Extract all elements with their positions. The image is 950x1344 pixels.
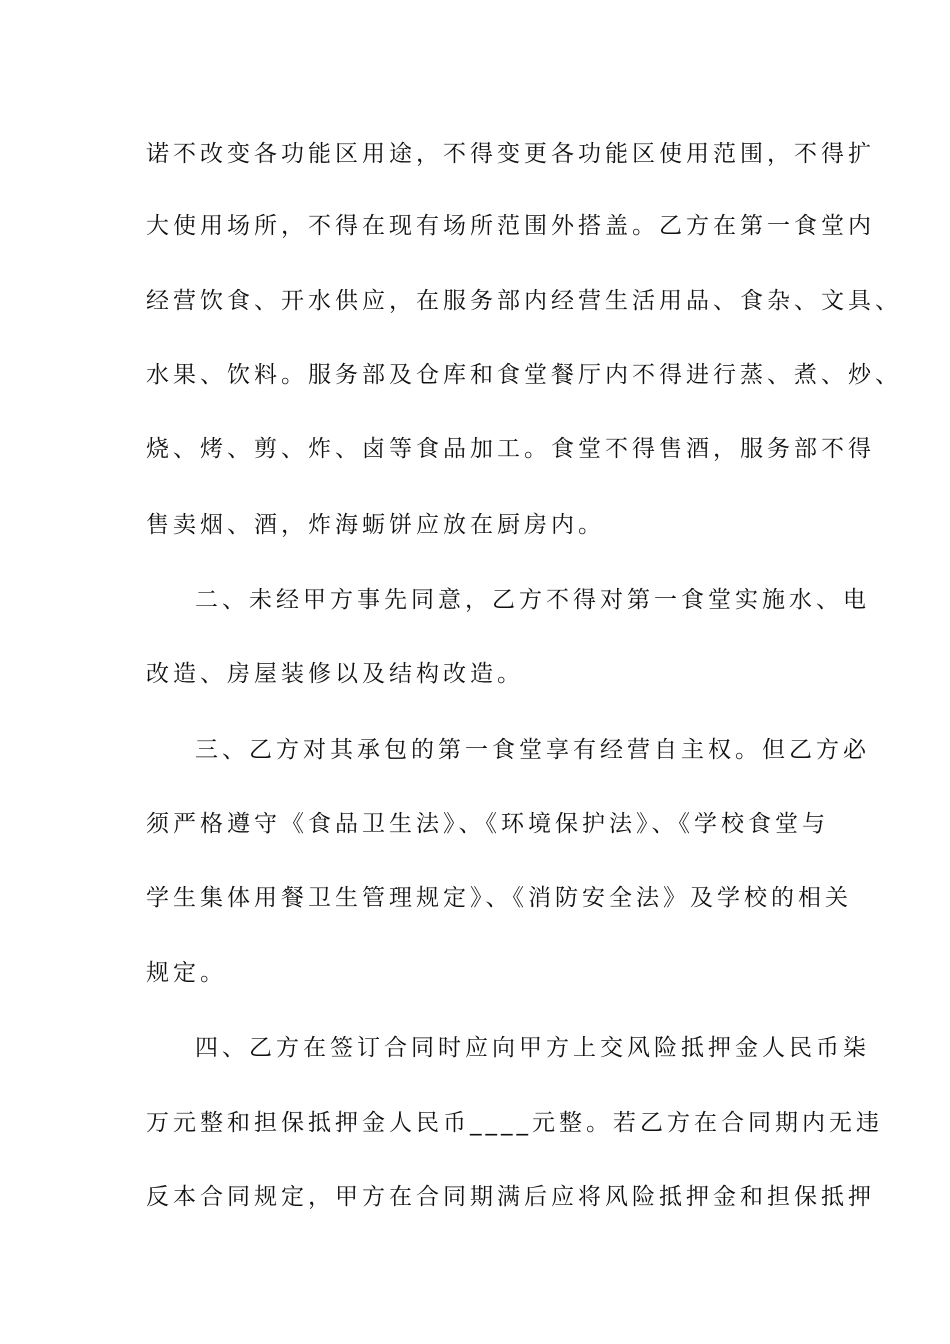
text-line: 售卖烟、酒，炸海蛎饼应放在厨房内。 [146, 512, 605, 538]
text-line: 经营饮食、开水供应，在服务部内经营生活用品、食杂、文具、 [146, 288, 902, 314]
paragraph-start-line: 四、乙方在签订合同时应向甲方上交风险抵押金人民币柒 [195, 1035, 870, 1061]
text-line: 万元整和担保抵押金人民币____元整。若乙方在合同期内无违 [146, 1110, 883, 1136]
text-line: 水果、饮料。服务部及仓库和食堂餐厅内不得进行蒸、煮、炒、 [146, 362, 902, 388]
text-line: 规定。 [146, 960, 227, 986]
text-line: 诺不改变各功能区用途，不得变更各功能区使用范围，不得扩 [146, 141, 875, 167]
text-line: 须严格遵守《食品卫生法》、《环境保护法》、《学校食堂与 [146, 811, 829, 837]
text-line: 改造、房屋装修以及结构改造。 [146, 661, 524, 687]
text-line: 烧、烤、剪、炸、卤等食品加工。食堂不得售酒，服务部不得 [146, 436, 875, 462]
text-line: 反本合同规定，甲方在合同期满后应将风险抵押金和担保抵押 [146, 1184, 875, 1210]
text-line: 学生集体用餐卫生管理规定》、《消防安全法》及学校的相关 [146, 885, 852, 911]
paragraph-start-line: 二、未经甲方事先同意，乙方不得对第一食堂实施水、电 [195, 587, 870, 613]
paragraph-start-line: 三、乙方对其承包的第一食堂享有经营自主权。但乙方必 [195, 737, 870, 763]
text-line: 大使用场所，不得在现有场所范围外搭盖。乙方在第一食堂内 [146, 213, 875, 239]
